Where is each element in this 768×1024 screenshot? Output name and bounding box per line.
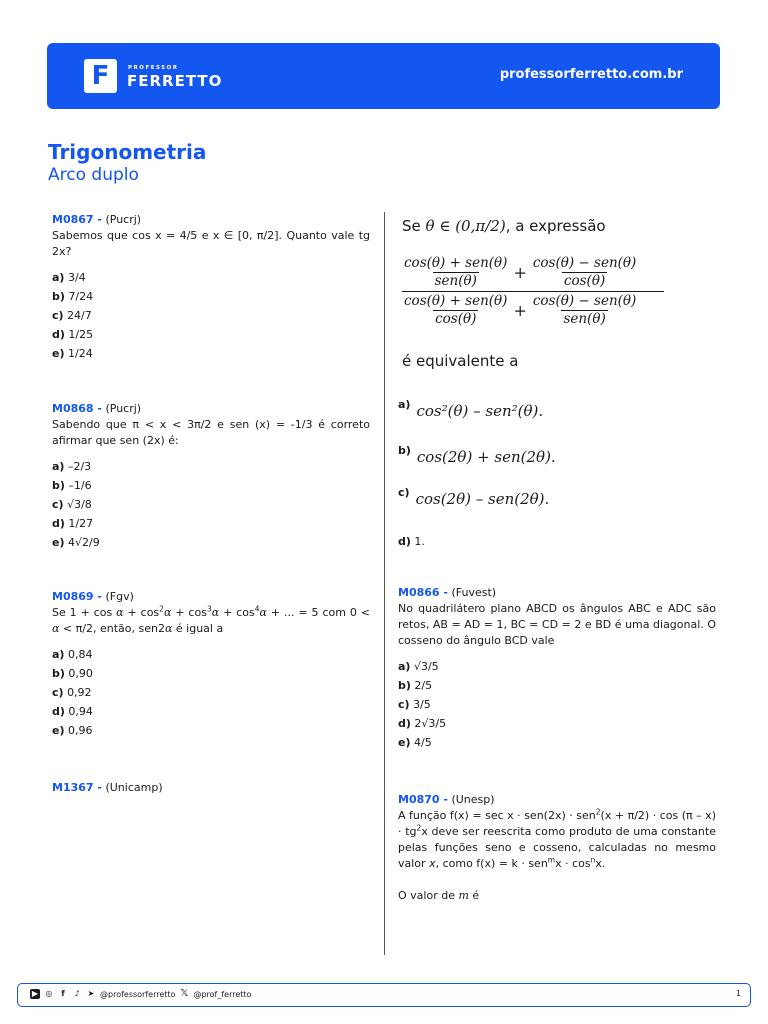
question-source: (Unesp) — [451, 793, 495, 806]
question-statement: Se θ ∈ (0,π/2), a expressão — [402, 217, 606, 235]
instagram-icon[interactable]: ◎ — [45, 989, 53, 998]
tiktok-icon[interactable]: ♪ — [74, 989, 80, 998]
options-list — [398, 657, 716, 752]
page-subtitle: Arco duplo — [48, 165, 139, 185]
option-e: e) 4/5 — [398, 736, 432, 749]
youtube-icon[interactable]: ▶ — [31, 989, 39, 998]
logo-small-text: PROFESSOR — [128, 65, 179, 71]
telegram-icon[interactable]: ➤ — [87, 989, 95, 998]
question-code: M0867 - — [52, 213, 102, 226]
compound-fraction — [402, 255, 702, 328]
question-statement: A função $f(x) = \sec x \cdot sen(2x) \cdot sen^2(x + \pi/2) \cdot \cos (\pi - x) \cdot tg^2x$ deve ser reescrita como produto de uma constante pelas funções seno e cosseno, calculadas no mesmo valor x, como $f(x) = k \cdot sen^mx \cdot \cos^nx$. — [398, 807, 716, 870]
question-code: M0868 - — [52, 402, 102, 415]
option-b: b) 7/24 — [52, 290, 94, 303]
footer-bar — [17, 983, 751, 1007]
header-banner — [47, 43, 720, 109]
option-c: c) 3/5 — [398, 698, 431, 711]
option-d: d) 1/25 — [52, 328, 94, 341]
logo-name: FERRETTO — [127, 72, 223, 90]
site-link[interactable]: professorferretto.com.br — [499, 67, 683, 82]
question-m1367-header — [52, 780, 370, 796]
question-m0870 — [398, 792, 716, 904]
option-e: e) 1/24 — [52, 347, 93, 360]
option-a: a) √3/5 — [398, 660, 439, 673]
option-a: $^{a)}$ cos²(θ) – sen²(θ). — [398, 398, 544, 420]
question-m0866 — [398, 585, 716, 752]
page-title: Trigonometria — [48, 140, 207, 164]
options-list — [52, 268, 370, 363]
column-divider — [384, 212, 385, 955]
question-code: M0866 - — [398, 586, 448, 599]
question-m0868 — [52, 401, 370, 552]
options-list — [52, 457, 370, 552]
option-b: b) –1/6 — [52, 479, 92, 492]
option-d: d) 0,94 — [52, 705, 93, 718]
question-source: (Pucrj) — [105, 213, 142, 226]
question-m1367-expression — [402, 215, 702, 370]
question-statement: Sabemos que cos x = 4/5 e x ∈ [0, π/2]. Quanto vale tg 2x? — [52, 229, 370, 258]
facebook-icon[interactable]: f — [61, 989, 65, 998]
option-b: $^{b)}$ cos(2θ) + sen(2θ). — [398, 444, 556, 466]
option-e: e) 4√2/9 — [52, 536, 100, 549]
question-m0867 — [52, 212, 370, 363]
question-code: M1367 - — [52, 781, 102, 794]
option-c: c) √3/8 — [52, 498, 92, 511]
question-statement: Sabendo que π < x < 3π/2 e sen (x) = -1/3 é correto afirmar que sen (2x) é: — [52, 418, 370, 447]
option-d: d) 2√3/5 — [398, 717, 447, 730]
fraction-numerator-row: $\frac{\text{cos(θ) + sen(θ)}}{\text{sen(θ)}}$ + $\frac{\text{cos(θ) − sen(θ)}}{\cos(\theta)}$ — [404, 255, 637, 289]
question-m0869 — [52, 589, 370, 740]
social-handle[interactable]: @prof_ferretto — [193, 989, 252, 999]
option-d: d) 1/27 — [52, 517, 94, 530]
social-handle[interactable]: @professorferretto — [100, 989, 176, 999]
question-source: (Pucrj) — [105, 402, 142, 415]
social-links — [30, 989, 251, 999]
option-b: b) 0,90 — [52, 667, 93, 680]
option-d: d) 1. — [398, 535, 425, 548]
main-fraction-bar — [402, 291, 664, 292]
question-source: (Fuvest) — [451, 586, 497, 599]
option-c: $^{c)}$ cos(2θ) – sen(2θ). — [398, 486, 550, 508]
option-c: c) 24/7 — [52, 309, 92, 322]
question-code: M0869 - — [52, 590, 102, 603]
option-a: a) 0,84 — [52, 648, 93, 661]
fraction-denominator-row: $\frac{\text{cos(θ) + sen(θ)}}{\cos(\theta)}$ + $\frac{\text{cos(θ) − sen(θ)}}{\text{sen(θ)}}$ — [404, 293, 637, 327]
logo-icon: F — [84, 59, 117, 93]
option-a: a) –2/3 — [52, 460, 92, 473]
question-prompt: é equivalente a — [402, 352, 519, 370]
option-e: e) 0,96 — [52, 724, 93, 737]
question-code: M0870 - — [398, 793, 448, 806]
question-source: (Fgv) — [105, 590, 134, 603]
question-statement: Se $1 + \cos \alpha + \cos^2\alpha + \cos^3\alpha + \cos^4\alpha$ + ... = 5 com 0 < α < π/2, então, sen2α é igual a — [52, 604, 370, 635]
option-a: a) 3/4 — [52, 271, 86, 284]
question-source: (Unicamp) — [105, 781, 163, 794]
options-list — [52, 645, 370, 740]
x-icon[interactable]: 𝕏 — [180, 988, 189, 999]
option-b: b) 2/5 — [398, 679, 433, 692]
page-number: 1 — [735, 989, 741, 998]
question-prompt: O valor de m é — [398, 889, 480, 902]
option-c: c) 0,92 — [52, 686, 92, 699]
question-statement: No quadrilátero plano ABCD os ângulos ABC e ADC são retos, AB = AD = 1, BC = CD = 2 e BD é uma diagonal. O cosseno do ângulo BCD vale — [398, 602, 716, 647]
